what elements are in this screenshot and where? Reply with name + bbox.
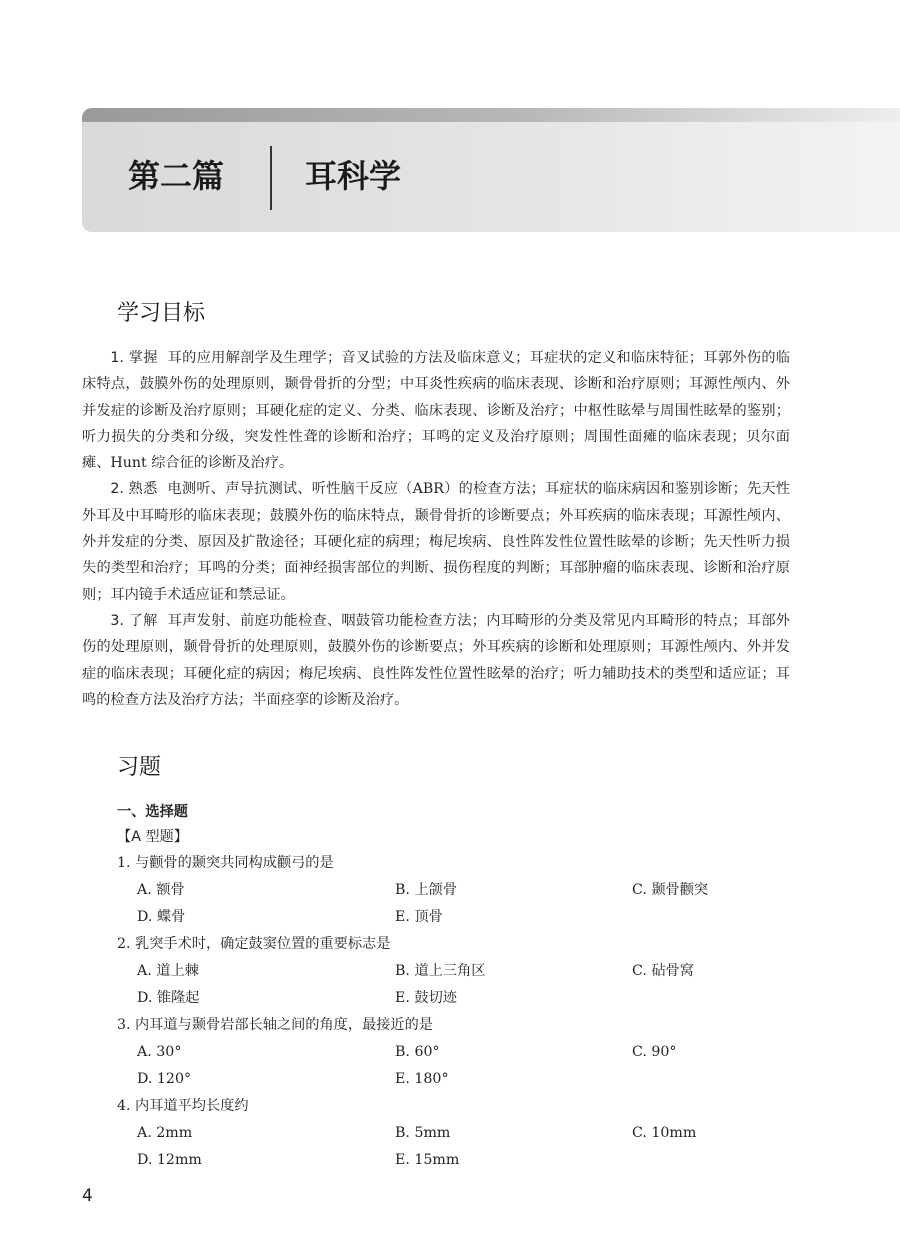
option: D. 锥隆起 xyxy=(137,990,200,1006)
option-row xyxy=(117,1039,797,1066)
part-title: 耳科学 xyxy=(305,157,402,195)
objective-item xyxy=(82,608,790,713)
option: D. 蝶骨 xyxy=(137,909,186,925)
option: E. 15mm xyxy=(395,1152,460,1168)
option-row xyxy=(117,904,797,931)
question-stem: 4. 内耳道平均长度约 xyxy=(117,1098,249,1114)
option: B. 上颌骨 xyxy=(395,882,458,898)
option: C. 砧骨窝 xyxy=(632,963,694,979)
objective-text: 耳的应用解剖学及生理学；音叉试验的方法及临床意义；耳症状的定义和临床特征；耳郭外伤的临床特点，鼓膜外伤的处理原则，颞骨骨折的分型；中耳炎性疾病的临床表现、诊断和治疗原则；耳源性颅内、外并发症的诊断及治疗原则；耳硬化症的定义、分类、临床表现、诊断及治疗；中枢性眩晕与周围性眩晕的鉴别；听力损失的分类和分级，突发性性聋的诊断和治疗；耳鸣的定义及治疗原则；周围性面瘫的临床表现；贝尔面瘫、Hunt 综合征的诊断及治疗。 xyxy=(82,350,790,472)
subsection-title: 【A 型题】 xyxy=(117,829,188,845)
question-stem: 1. 与颧骨的颞突共同构成颧弓的是 xyxy=(117,855,334,871)
question-stem: 2. 乳突手术时，确定鼓窦位置的重要标志是 xyxy=(117,936,391,952)
question xyxy=(117,1093,797,1174)
option: A. 额骨 xyxy=(137,882,185,898)
question xyxy=(117,850,797,931)
option-row xyxy=(117,1120,797,1147)
question-stem: 3. 内耳道与颞骨岩部长轴之间的角度，最接近的是 xyxy=(117,1017,433,1033)
option: D. 120° xyxy=(137,1071,192,1087)
option: C. 90° xyxy=(632,1044,677,1060)
question xyxy=(117,1012,797,1093)
banner-divider xyxy=(270,146,272,210)
option-row xyxy=(117,958,797,985)
option-row xyxy=(117,1066,797,1093)
section-title: 一、选择题 xyxy=(117,804,188,820)
option: D. 12mm xyxy=(137,1152,202,1168)
option: E. 180° xyxy=(395,1071,449,1087)
exercises-heading: 习题 xyxy=(117,755,162,780)
objective-label: 1. 掌握 xyxy=(110,350,158,366)
option-row xyxy=(117,1147,797,1174)
part-banner-top-stripe xyxy=(82,108,900,122)
option: C. 颞骨颧突 xyxy=(632,882,709,898)
option: B. 5mm xyxy=(395,1125,451,1141)
question xyxy=(117,931,797,1012)
objectives-list xyxy=(82,345,790,713)
objective-text: 耳声发射、前庭功能检查、咽鼓管功能检查方法；内耳畸形的分类及常见内耳畸形的特点；耳部外伤的处理原则，颞骨骨折的处理原则，鼓膜外伤的诊断要点；外耳疾病的诊断和处理原则；耳源性颅内、外并发症的临床表现；耳硬化症的病因；梅尼埃病、良性阵发性位置性眩晕的治疗；听力辅助技术的类型和适应证；耳鸣的检查方法及治疗方法；半面痉挛的诊断及治疗。 xyxy=(82,612,790,708)
option: E. 顶骨 xyxy=(395,909,443,925)
option: B. 60° xyxy=(395,1044,440,1060)
objective-label: 3. 了解 xyxy=(110,612,158,629)
option: E. 鼓切迹 xyxy=(395,990,457,1006)
objective-item xyxy=(82,345,790,476)
objective-item xyxy=(82,476,790,607)
exercises xyxy=(117,800,797,1174)
option-row xyxy=(117,985,797,1012)
option: A. 30° xyxy=(137,1044,182,1060)
option: C. 10mm xyxy=(632,1125,697,1141)
objective-text: 电测听、声导抗测试、听性脑干反应（ABR）的检查方法；耳症状的临床病因和鉴别诊断；先天性外耳及中耳畸形的临床表现；鼓膜外伤的临床特点，颞骨骨折的诊断要点；外耳疾病的临床表现；耳源性颅内、外并发症的分类、原因及扩散途径；耳硬化症的病理；梅尼埃病、良性阵发性位置性眩晕的诊断；先天性听力损失的类型和治疗；耳鸣的分类；面神经损害部位的判断、损伤程度的判断；耳部肿瘤的临床表现、诊断和治疗原则；耳内镜手术适应证和禁忌证。 xyxy=(82,481,791,603)
objectives-heading: 学习目标 xyxy=(117,301,206,326)
page-number: 4 xyxy=(82,1186,93,1206)
objective-label: 2. 熟悉 xyxy=(110,481,158,498)
option-row xyxy=(117,877,797,904)
option: A. 道上棘 xyxy=(137,963,199,979)
option: B. 道上三角区 xyxy=(395,963,486,979)
option: A. 2mm xyxy=(137,1125,193,1141)
part-label: 第二篇 xyxy=(128,157,225,195)
